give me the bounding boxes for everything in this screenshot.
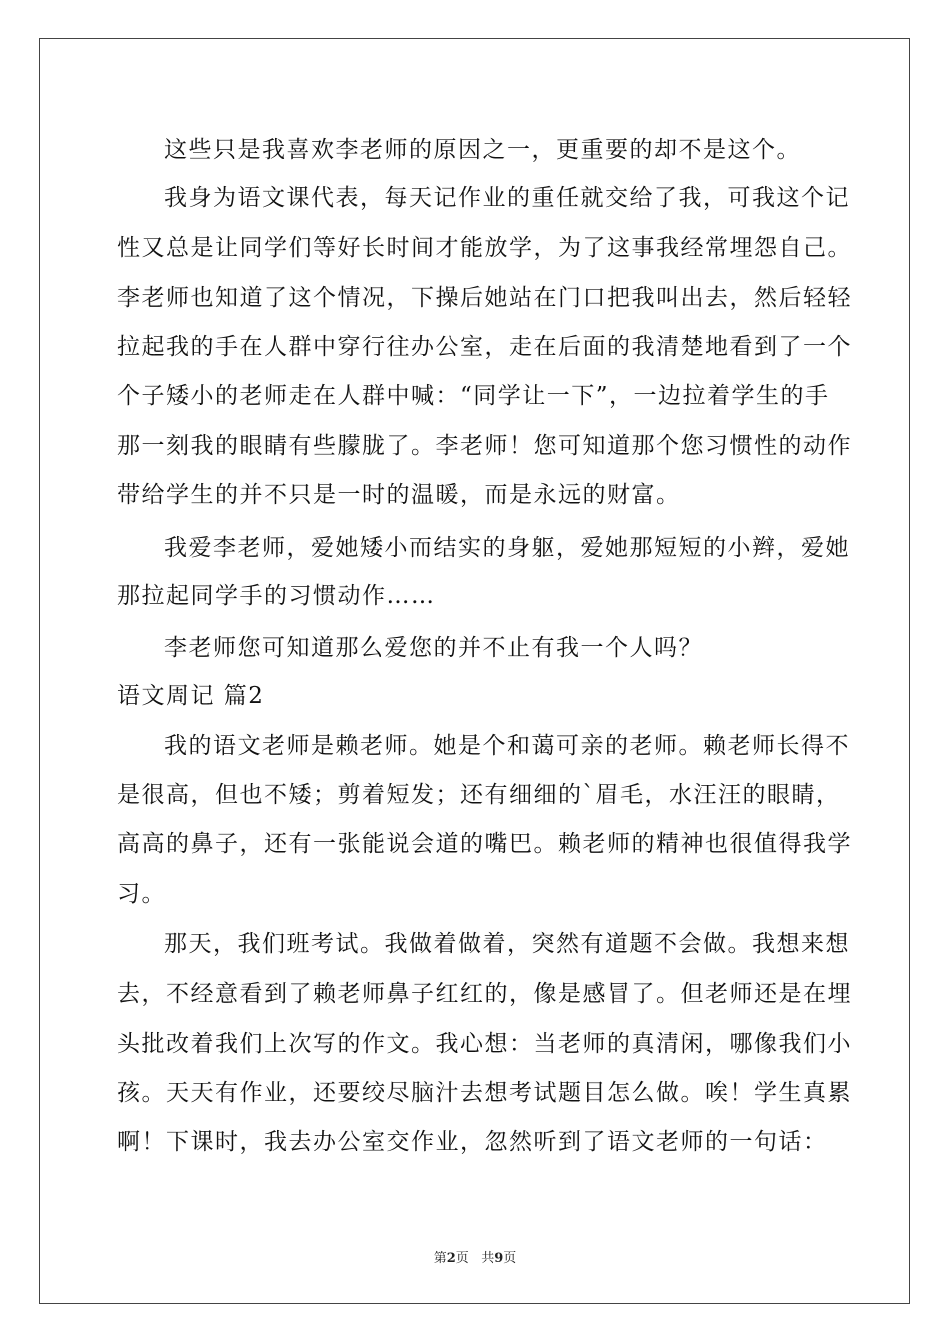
paragraph-line: 去，不经意看到了赖老师鼻子红红的，像是感冒了。但老师还是在埋 <box>117 981 852 1007</box>
paragraph-line: 这些只是我喜欢李老师的原因之一，更重要的却不是这个。 <box>164 137 801 163</box>
paragraph-line: 习。 <box>117 881 166 907</box>
paragraph-line: 高高的鼻子，还有一张能说会道的嘴巴。赖老师的精神也很值得我学 <box>117 831 852 857</box>
paragraph-line: 孩。天天有作业，还要绞尽脑汁去想考试题目怎么做。唉！学生真累 <box>117 1080 852 1106</box>
section-heading: 语文周记 篇2 <box>117 683 265 709</box>
paragraph-line: 我身为语文课代表，每天记作业的重任就交给了我，可我这个记 <box>164 185 850 211</box>
paragraph-line: 带给学生的并不只是一时的温暖，而是永远的财富。 <box>117 482 681 508</box>
total-pages: 9 <box>494 1251 504 1266</box>
page-footer <box>0 1247 950 1266</box>
paragraph-line: 我爱李老师，爱她矮小而结实的身躯，爱她那短短的小辫，爱她 <box>164 535 850 561</box>
paragraph-line: 那一刻我的眼睛有些朦胧了。李老师！您可知道那个您习惯性的动作 <box>117 433 852 459</box>
paragraph-line: 性又总是让同学们等好长时间才能放学，为了这事我经常埋怨自己。 <box>117 235 852 261</box>
page-prefix: 第 <box>433 1251 447 1266</box>
page-suffix: 页 <box>455 1251 469 1266</box>
paragraph-line: 那天，我们班考试。我做着做着，突然有道题不会做。我想来想 <box>164 931 850 957</box>
paragraph-line: 个子矮小的老师走在人群中喊：“同学让一下”，一边拉着学生的手 <box>117 383 830 409</box>
total-prefix: 共 <box>481 1251 495 1266</box>
page-number: 2 <box>446 1251 456 1266</box>
paragraph-line: 是很高，但也不矮；剪着短发；还有细细的`眉毛，水汪汪的眼睛， <box>117 782 841 808</box>
paragraph-line: 拉起我的手在人群中穿行往办公室，走在后面的我清楚地看到了一个 <box>117 334 852 360</box>
paragraph-line: 李老师也知道了这个情况，下操后她站在门口把我叫出去，然后轻轻 <box>117 285 852 311</box>
page-border <box>39 38 910 1304</box>
total-suffix: 页 <box>503 1251 517 1266</box>
paragraph-line: 我的语文老师是赖老师。她是个和蔼可亲的老师。赖老师长得不 <box>164 733 850 759</box>
paragraph-line: 啊！下课时，我去办公室交作业，忽然听到了语文老师的一句话： <box>117 1129 828 1155</box>
paragraph-line: 李老师您可知道那么爱您的并不止有我一个人吗？ <box>164 635 703 661</box>
paragraph-line: 那拉起同学手的习惯动作…… <box>117 583 436 609</box>
paragraph-line: 头批改着我们上次写的作文。我心想：当老师的真清闲，哪像我们小 <box>117 1031 852 1057</box>
